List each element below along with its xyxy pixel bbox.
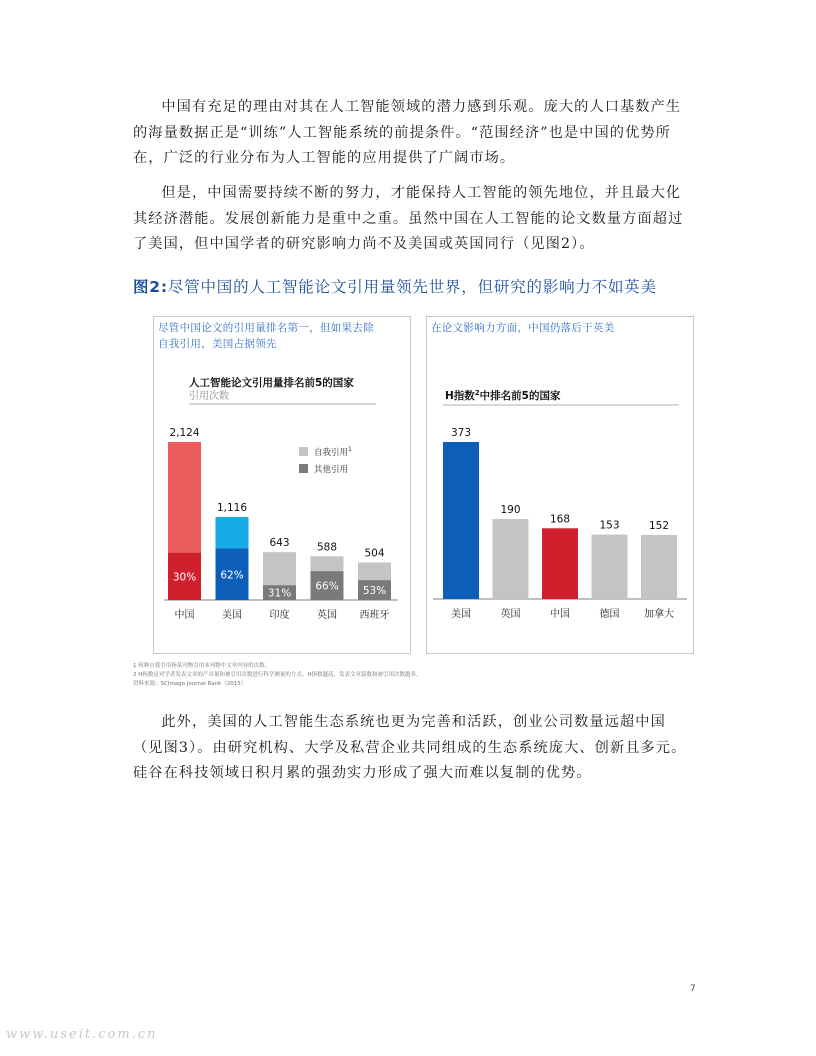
bar-other-citation xyxy=(358,563,391,581)
bar-value-label: 1,116 xyxy=(216,501,248,514)
legend-label-other-citation: 其他引用 xyxy=(314,465,349,475)
bar-value-label: 588 xyxy=(316,541,338,554)
paragraph-2: 但是，中国需要持续不断的努力，才能保持人工智能的领先地位，并且最大化其经济潜能。发展创新能力是重中之重。虽然中国在人工智能的论文数量方面超过了美国，但中国学者的研究影响力尚不及美国或英国同行（见图2）。 xyxy=(133,185,684,252)
left-legend xyxy=(299,446,352,475)
bar-value-label: 504 xyxy=(364,547,385,560)
left-chart-subtitle: 引用次数 xyxy=(189,391,229,402)
legend-swatch-other-citation xyxy=(299,464,308,473)
bar-other-citation xyxy=(311,556,344,571)
bar-value-label: 2,124 xyxy=(169,427,200,439)
bar-value-label: 168 xyxy=(549,513,571,526)
bar-share-label: 30% xyxy=(172,571,197,584)
right-panel-header: 在论文影响力方面，中国仍落后于英美 xyxy=(431,322,615,334)
bar-value-label: 643 xyxy=(269,537,290,550)
figure-title-text: 尽管中国的人工智能论文引用量领先世界，但研究的影响力不如英美 xyxy=(167,278,657,296)
left-panel-header-line2: 自我引用，美国占据领先 xyxy=(158,338,277,350)
right-chart xyxy=(427,317,693,653)
bar-value-label: 373 xyxy=(450,427,472,439)
left-panel-header-line1: 尽管中国论文的引用量排名第一，但如果去除 xyxy=(158,322,374,334)
bar-value-label: 152 xyxy=(648,520,670,533)
x-tick-label: 中国 xyxy=(174,610,195,621)
bar-other-citation xyxy=(263,552,296,585)
footnotes xyxy=(133,662,422,689)
bar-share-label: 53% xyxy=(362,585,387,598)
x-tick-label: 英国 xyxy=(317,610,337,621)
footnote-1: 1 何种自我引用指某刊物引用本刊物中文章内容的次数。 xyxy=(133,663,271,669)
x-tick-label: 中国 xyxy=(550,609,570,620)
bar-value-label: 190 xyxy=(500,504,521,517)
x-tick-label: 美国 xyxy=(222,610,242,621)
bar-other-citation xyxy=(216,517,249,549)
bar-share-label: 66% xyxy=(315,580,339,593)
left-chart-panel xyxy=(153,316,411,654)
bar-value-label: 153 xyxy=(599,519,620,532)
left-chart xyxy=(154,317,410,653)
bar-share-label: 62% xyxy=(220,569,244,582)
x-tick-label: 印度 xyxy=(269,610,290,621)
bar xyxy=(443,442,479,599)
paragraph-3: 此外，美国的人工智能生态系统也更为完善和活跃，创业公司数量远超中国（见图3）。由研究机构、大学及私营企业共同组成的生态系统庞大、创新且多元。硅谷在科技领域日积月累的强劲实力形成了强大而难以复制的优势。 xyxy=(133,714,687,781)
bar-share-label: 31% xyxy=(267,587,292,600)
x-tick-label: 德国 xyxy=(599,609,620,620)
figure-label: 图2: xyxy=(133,278,168,296)
bar xyxy=(641,535,677,599)
watermark: www.useit.com.cn xyxy=(6,1027,158,1042)
bar xyxy=(493,519,529,599)
x-tick-label: 加拿大 xyxy=(644,609,674,620)
source-note: 资料来源：SCImago Journal Rank（2015） xyxy=(133,681,247,687)
bar xyxy=(592,535,628,599)
paragraph-1: 中国有充足的理由对其在人工智能领域的潜力感到乐观。庞大的人口基数产生的海量数据正是“训练”人工智能系统的前提条件。“范围经济”也是中国的优势所在，广泛的行业分布为人工智能的应用提供了广阔市场。 xyxy=(133,99,682,166)
legend-swatch-self-citation xyxy=(299,447,308,456)
x-tick-label: 西班牙 xyxy=(359,610,390,621)
page-number: 7 xyxy=(690,984,696,994)
x-tick-label: 英国 xyxy=(500,609,521,620)
figure-title xyxy=(133,275,733,297)
right-chart-panel xyxy=(426,316,694,654)
right-chart-title: H指数$^2$中排名前5的国家 xyxy=(445,389,561,402)
bar xyxy=(542,528,578,599)
footnote-2: 2 H指数是对学者发表文章的产出量和被引用次数进行科学测量的方式。H指数越高，发表文章篇数和被引用次数越多。 xyxy=(133,672,422,678)
bar-other-citation xyxy=(168,442,201,553)
legend-label-self-citation: 自我引用$^1$ xyxy=(314,446,352,458)
left-chart-title: 人工智能论文引用量排名前5的国家 xyxy=(189,377,354,389)
x-tick-label: 美国 xyxy=(451,609,471,620)
